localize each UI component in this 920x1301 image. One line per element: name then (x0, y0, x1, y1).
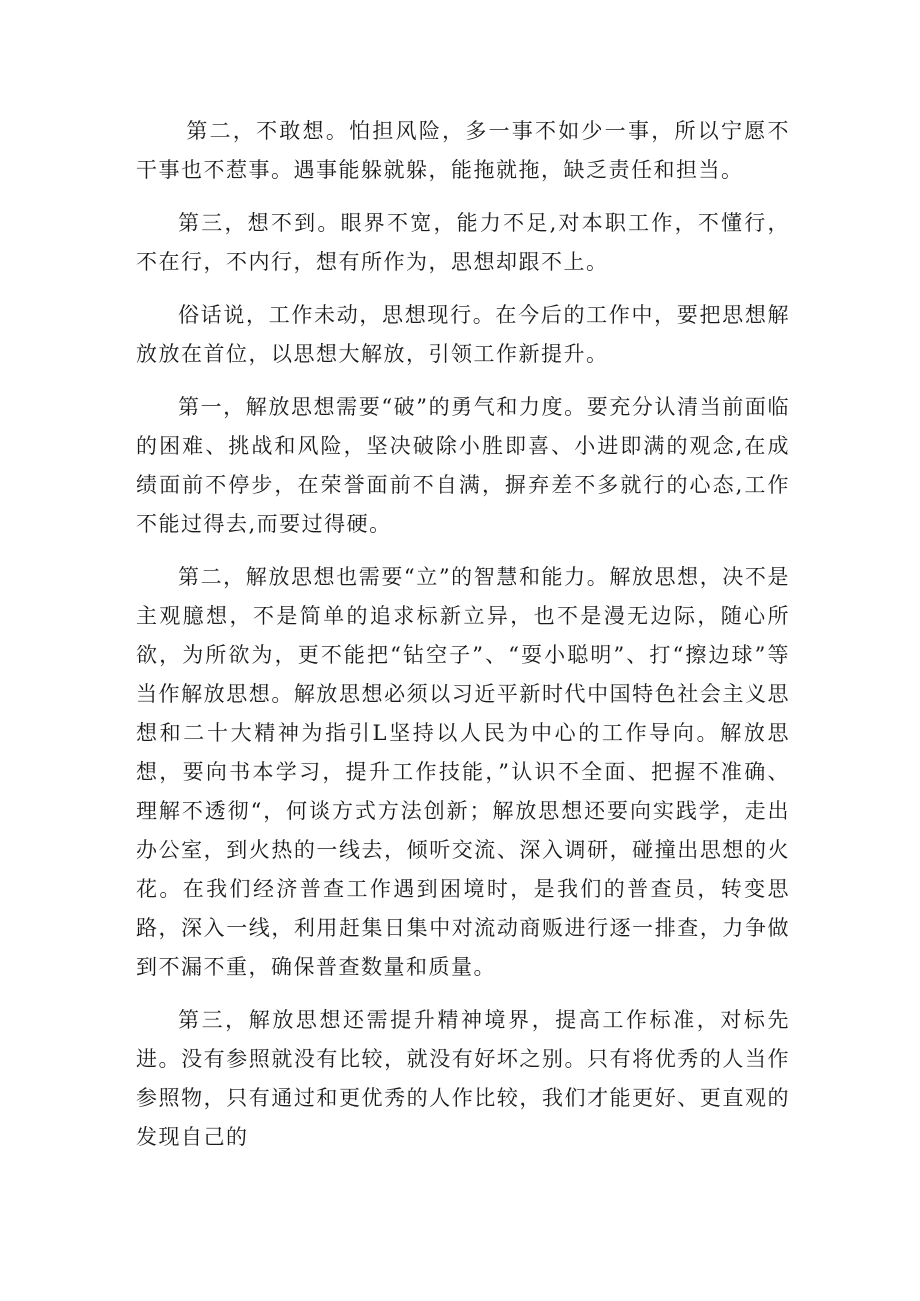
document-body (136, 112, 790, 1171)
paragraph-3: 俗话说，工作未动，思想现行。在今后的工作中，要把思想解放放在首位，以思想大解放，引领工作新提升。 (136, 303, 790, 366)
paragraph-6: 第三，解放思想还需提升精神境界，提高工作标准，对标先进。没有参照就没有比较，就没有好坏之别。只有将优秀的人当作参照物，只有通过和更优秀的人作比较，我们才能更好、更直观的发现自己的 (136, 1008, 790, 1149)
paragraph-2: 第三，想不到。眼界不宽，能力不足,对本职工作，不懂行，不在行，不内行，想有所作为，思想却跟不上。 (136, 211, 790, 274)
paragraph-5: 第二，解放思想也需要“立”的智慧和能力。解放思想，决不是主观臆想，不是简单的追求标新立异，也不是漫无边际，随心所欲，为所欲为，更不能把“钻空子”、“耍小聪明”、打“擦边球”等当作解放思想。解放思想必须以习近平新时代中国特色社会主义思想和二十大精神为指引L坚持以人民为中心的工作导向。解放思想，要向书本学习，提升工作技能，”认识不全面、把握不准确、理解不透彻“，何谈方式方法创新；解放思想还要向实践学，走出办公室，到火热的一线去，倾听交流、深入调研，碰撞出思想的火花。在我们经济普查工作遇到困境时，是我们的普查员，转变思路，深入一线，利用赶集日集中对流动商贩进行逐一排查，力争做到不漏不重，确保普查数量和质量。 (136, 565, 790, 979)
paragraph-4: 第一，解放思想需要“破”的勇气和力度。要充分认清当前面临的困难、挑战和风险，坚决破除小胜即喜、小进即满的观念,在成绩面前不停步，在荣誉面前不自满，摒弃差不多就行的心态,工作不能过得去,而要过得硬。 (136, 395, 790, 536)
paragraph-1: 第二，不敢想。怕担风险，多一事不如少一事，所以宁愿不干事也不惹事。遇事能躲就躲，能拖就拖，缺乏责任和担当。 (136, 119, 790, 182)
